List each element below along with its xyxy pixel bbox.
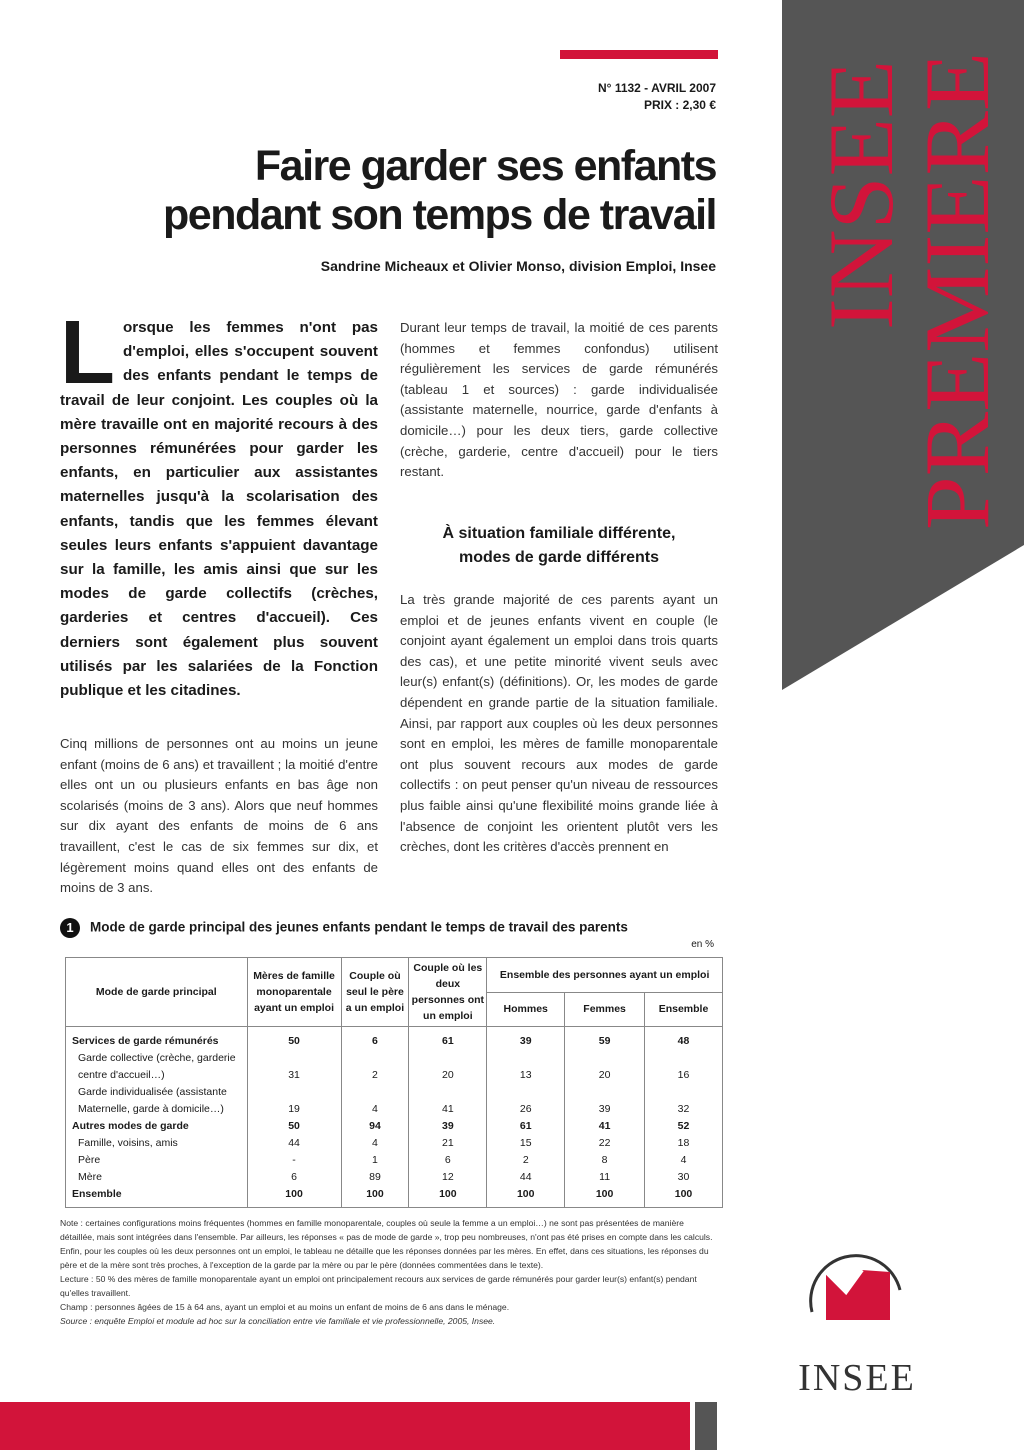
table-cell: 21: [409, 1135, 487, 1152]
row-label: Ensemble: [66, 1186, 248, 1208]
table-cell: 31: [247, 1050, 341, 1084]
brand-line2: PREMIERE: [906, 75, 1008, 530]
table-cell: 100: [247, 1186, 341, 1208]
table-cell: 100: [565, 1186, 645, 1208]
bottom-accent-bar: [0, 1402, 690, 1450]
table-cell: 20: [565, 1050, 645, 1084]
table-cell: 4: [645, 1152, 723, 1169]
header-men: Hommes: [487, 992, 565, 1027]
section-heading: [400, 522, 718, 570]
childcare-table: [65, 957, 723, 1208]
table-cell: 12: [409, 1169, 487, 1186]
table-cell: 4: [341, 1135, 409, 1152]
table-row: [66, 1027, 723, 1051]
table-cell: 100: [487, 1186, 565, 1208]
table-cell: 50: [247, 1118, 341, 1135]
table-cell: 100: [645, 1186, 723, 1208]
row-label: Père: [66, 1152, 248, 1169]
table-cell: 2: [487, 1152, 565, 1169]
table-row: [66, 1186, 723, 1208]
table-cell: 30: [645, 1169, 723, 1186]
table-cell: 15: [487, 1135, 565, 1152]
issue-price: PRIX : 2,30 €: [643, 98, 716, 112]
body-paragraph-2: Durant leur temps de travail, la moitié de ces parents (hommes et femmes confondus) utilisent régulièrement les services de garde rémunérés (tableau 1 et sources) : garde individualisée (assistante maternelle, nourrice, garde d'enfants à domicile…) pour les deux tiers, garde collective (crèche, garderie, centre d'accueil) pour le tiers restant.: [400, 320, 718, 480]
table-cell: 100: [341, 1186, 409, 1208]
table-notes: [60, 1216, 720, 1328]
table-title: [60, 918, 720, 938]
note-text: Note : certaines configurations moins fréquentes (hommes en famille monoparentale, couples où seule la femme a un emploi…) ne sont pas présentées de manière détaillée, mais sont intégrées dans l'ensemble. Par ailleurs, les réponses « pas de mode de garde », trop peu nombreuses, n'ont pas été prises en compte dans les calculs. Enfin, pour les couples où les deux personnes ont un emploi, le tableau ne détaille que les réponses données par les mères. En effet, dans ces situations, les réponses du père et de la mère sont très proches, à l'exception de la garde par la mère ou par le père (données commentées dans le texte).: [60, 1218, 713, 1270]
lecture-text: Lecture : 50 % des mères de famille monoparentale ayant un emploi ont principalement recours aux services de garde rémunérés pour garder leur(s) enfant(s) pendant qu'elles travaillent.: [60, 1274, 697, 1298]
header-total: Ensemble: [645, 992, 723, 1027]
table-cell: 8: [565, 1152, 645, 1169]
table-cell: -: [247, 1152, 341, 1169]
table-cell: 11: [565, 1169, 645, 1186]
table-cell: 2: [341, 1050, 409, 1084]
table-cell: 22: [565, 1135, 645, 1152]
row-label: Garde individualisée (assistante Maternelle, garde à domicile…): [66, 1084, 248, 1118]
table-number-badge: 1: [60, 918, 80, 938]
row-label: Mère: [66, 1169, 248, 1186]
source-text: Source : enquête Emploi et module ad hoc sur la conciliation entre vie familiale et vie professionnelle, 2005, Insee.: [60, 1316, 496, 1326]
body-paragraph-3: La très grande majorité de ces parents ayant un emploi et de jeunes enfants vivent en couple (le conjoint ayant également un emploi dans trois quarts des cas), et une petite minorité vivent seuls avec leur(s) enfant(s) (définitions). Or, les modes de garde dépendent en grande partie de la situation familiale. Ainsi, par rapport aux couples où les deux personnes sont en emploi, les mères de famille monoparentale ont plus souvent recours aux modes de garde collectifs : on peut penser qu'un niveau de ressources plus faible ainsi qu'une flexibilité moins grande liée à l'absence de conjoint les orientent plutôt vers les crèches, dont les critères d'accès prennent en: [400, 592, 718, 855]
logo-text: INSEE: [798, 1357, 916, 1399]
table-cell: 100: [409, 1186, 487, 1208]
title-line-2: pendant son temps de travail: [163, 191, 716, 239]
table-cell: 52: [645, 1118, 723, 1135]
table-cell: 48: [645, 1027, 723, 1051]
brand-line1: INSEE: [810, 69, 912, 330]
table-cell: 6: [247, 1169, 341, 1186]
table-title-text: Mode de garde principal des jeunes enfants pendant le temps de travail des parents: [90, 919, 628, 935]
article-lead: [60, 303, 378, 703]
table-row: [66, 1118, 723, 1135]
table-row: [66, 1169, 723, 1186]
champ-text: Champ : personnes âgées de 15 à 64 ans, ayant un emploi et au moins un enfant de moins de 6 ans dans le ménage.: [60, 1302, 510, 1312]
bottom-gray-bar: [695, 1402, 717, 1450]
table-cell: 16: [645, 1050, 723, 1084]
table-cell: 39: [409, 1118, 487, 1135]
table-unit: en %: [691, 939, 714, 950]
title-line-1: Faire garder ses enfants: [254, 142, 716, 190]
row-label: Services de garde rémunérés: [66, 1027, 248, 1051]
table-cell: 4: [341, 1084, 409, 1118]
table-row: [66, 1152, 723, 1169]
issue-info: [598, 80, 716, 114]
table-cell: 39: [565, 1084, 645, 1118]
header-women: Femmes: [565, 992, 645, 1027]
table-cell: 44: [487, 1169, 565, 1186]
section-heading-line-2: modes de garde différents: [458, 549, 660, 566]
table-cell: 41: [409, 1084, 487, 1118]
row-label: Autres modes de garde: [66, 1118, 248, 1135]
table-cell: 61: [487, 1118, 565, 1135]
table-row: [66, 1084, 723, 1118]
top-accent-bar: [560, 50, 718, 59]
table-cell: 39: [487, 1027, 565, 1051]
table-cell: 6: [409, 1152, 487, 1169]
table-cell: 61: [409, 1027, 487, 1051]
table-cell: 59: [565, 1027, 645, 1051]
table-cell: 50: [247, 1027, 341, 1051]
table-cell: 13: [487, 1050, 565, 1084]
table-row: [66, 1135, 723, 1152]
article-authors: Sandrine Micheaux et Olivier Monso, division Emploi, Insee: [320, 258, 716, 274]
table-cell: 41: [565, 1118, 645, 1135]
table-cell: 89: [341, 1169, 409, 1186]
body-paragraph-1: Cinq millions de personnes ont au moins un jeune enfant (moins de 6 ans) et travaillent ; la moitié d'entre elles ont un ou plusieurs enfants en bas âge non scolarisés (moins de 3 ans). Alors que neuf hommes sur dix ayant des enfants de moins de 6 ans travaillent, c'est le cas de six femmes sur dix, et légèrement moins quand elles ont des enfants de moins de 3 ans.: [60, 736, 378, 896]
table-row: [66, 1050, 723, 1084]
table-cell: 32: [645, 1084, 723, 1118]
lead-text: orsque les femmes n'ont pas d'emploi, elles s'occupent souvent des enfants pendant le temps de travail de leur conjoint. Les couples où la mère travaille ont en majorité recours à des personnes rémunérées pour garder les enfants, en particulier aux assistantes maternelles jusqu'à la scolarisation des enfants, tandis que les femmes élevant seules leurs enfants s'appuient davantage sur la famille, les amis ainsi que sur les modes de garde collectifs (crèches, garderies et centres d'accueil). Ces derniers sont également plus souvent utilisés par les salariées de la Fonction publique et les citadines.: [60, 319, 378, 700]
table-cell: 94: [341, 1118, 409, 1135]
header-father-only: Couple où seul le père a un emploi: [341, 958, 409, 1027]
table-cell: 20: [409, 1050, 487, 1084]
header-group-all: Ensemble des personnes ayant un emploi: [487, 958, 723, 993]
table-cell: 1: [341, 1152, 409, 1169]
table-cell: 19: [247, 1084, 341, 1118]
issue-number: N° 1132 - AVRIL 2007: [598, 81, 716, 95]
insee-logo: [782, 1250, 932, 1400]
row-label: Famille, voisins, amis: [66, 1135, 248, 1152]
header-both-working: Couple où les deux personnes ont un emploi: [409, 958, 487, 1027]
table-cell: 44: [247, 1135, 341, 1152]
header-single-mothers: Mères de famille monoparentale ayant un emploi: [247, 958, 341, 1027]
row-label: Garde collective (crèche, garderie centre d'accueil…): [66, 1050, 248, 1084]
table-cell: 26: [487, 1084, 565, 1118]
article-title: [116, 142, 716, 240]
table-cell: 6: [341, 1027, 409, 1051]
header-mode: Mode de garde principal: [66, 958, 248, 1027]
insee-premiere-wordmark: [810, 30, 1010, 550]
section-heading-line-1: À situation familiale différente,: [442, 525, 676, 542]
drop-cap: L: [60, 303, 115, 403]
table-cell: 18: [645, 1135, 723, 1152]
